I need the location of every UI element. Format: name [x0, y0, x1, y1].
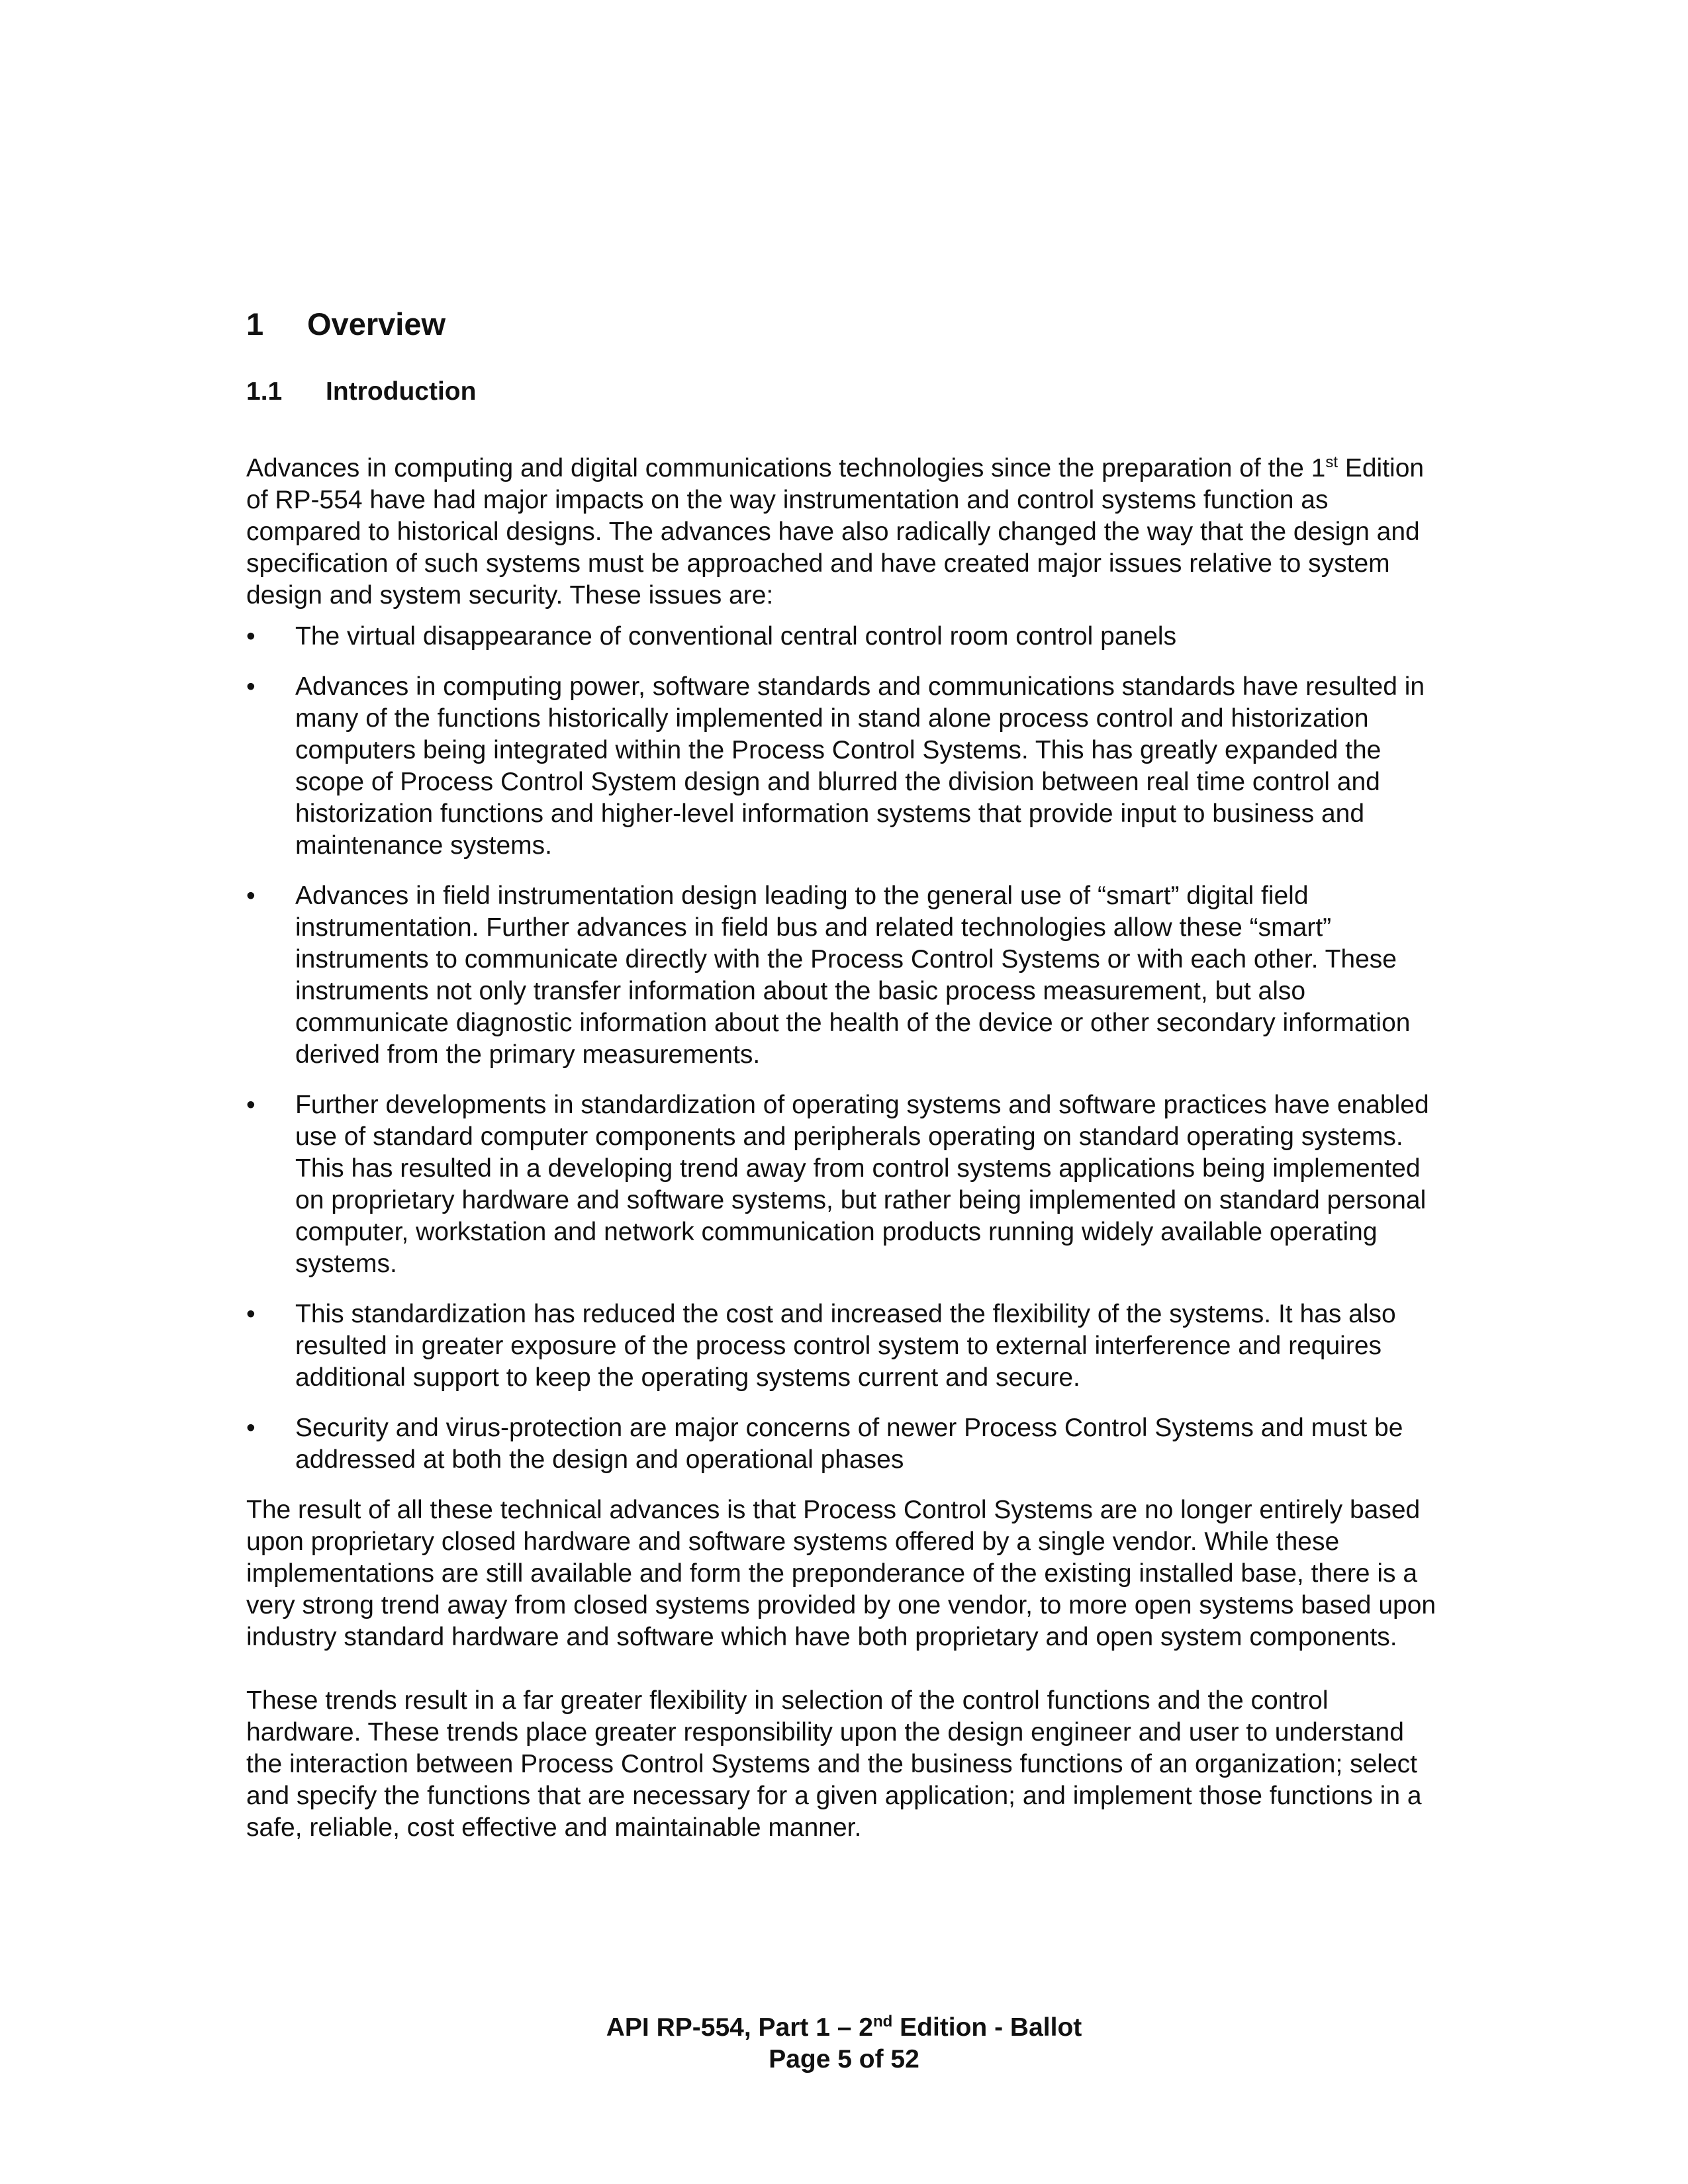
bullet-icon: •: [246, 1091, 256, 1119]
subsection-number: 1.1: [246, 377, 283, 406]
subsection-title: Introduction: [326, 377, 477, 406]
bullet-icon: •: [246, 882, 256, 910]
footer-title-end: Edition - Ballot: [892, 2013, 1082, 2042]
list-item-text: The virtual disappearance of conventional central control room control panels: [295, 622, 1177, 651]
result-paragraph: The result of all these technical advances is that Process Control Systems are no longer entirely based upon proprietary closed hardware and software systems offered by a single vendor. While these implementations are still available and form the preponderance of the existing installed base, there is a very strong trend away from closed systems provided by one vendor, to more open systems based upon industry standard hardware and software which have both proprietary and open system components.: [246, 1496, 1436, 1651]
list-item: [246, 671, 1444, 862]
footer-title-start: API RP-554, Part 1 – 2: [606, 2013, 873, 2042]
intro-paragraph: [246, 453, 1444, 612]
section-number: 1: [246, 306, 264, 341]
bullet-icon: •: [246, 1300, 256, 1328]
intro-superscript: st: [1325, 453, 1338, 471]
page-content: [246, 306, 1444, 1844]
list-item: [246, 1412, 1444, 1476]
intro-text-start: Advances in computing and digital communications technologies since the preparation of the 1: [246, 454, 1326, 482]
list-item-text: Further developments in standardization of operating systems and software practices have enabled use of standard computer components and peripherals operating on standard operating systems. This has resulted in a developing trend away from control systems applications being implemented on proprietary hardware and software systems, but rather being implemented on standard personal computer, workstation and network communication products running widely available operating systems.: [295, 1091, 1429, 1278]
footer-document-title: [0, 2012, 1688, 2044]
issues-list: [246, 621, 1444, 1476]
list-item-text: Advances in computing power, software standards and communications standards have resulted in many of the functions historically implemented in stand alone process control and historization computers being integrated within the Process Control Systems. This has greatly expanded the scope of Process Control System design and blurred the division between real time control and historization functions and higher-level information systems that provide input to business and maintenance systems.: [295, 672, 1425, 860]
subsection-heading: [246, 376, 1444, 408]
bullet-icon: •: [246, 1414, 256, 1442]
list-item-text: This standardization has reduced the cost and increased the flexibility of the systems. It has also resulted in greater exposure of the process control system to external interference and requires additional support to keep the operating systems current and secure.: [295, 1300, 1396, 1392]
list-item: [246, 1089, 1444, 1280]
trends-paragraph: These trends result in a far greater flexibility in selection of the control functions and the control hardware. These trends place greater responsibility upon the design engineer and user to understand the interaction between Process Control Systems and the business functions of an organization; select and specify the functions that are necessary for a given application; and implement those functions in a safe, reliable, cost effective and maintainable manner.: [246, 1686, 1422, 1842]
list-item: [246, 1298, 1444, 1394]
intro-text-end: Edition of RP-554 have had major impacts on the way instrumentation and control systems function as compared to historical designs. The advances have also radically changed the way that the design and specification of such systems must be approached and have created major issues relative to system design and system security. These issues are:: [246, 454, 1425, 610]
list-item: [246, 880, 1444, 1071]
list-item: [246, 621, 1444, 653]
section-title: Overview: [307, 306, 446, 341]
page-footer: [0, 2012, 1688, 2075]
bullet-icon: •: [246, 672, 256, 701]
list-item-text: Advances in field instrumentation design leading to the general use of “smart” digital field instrumentation. Further advances in field bus and related technologies allow these “smart” instruments to communicate directly with the Process Control Systems or with each other. These instruments not only transfer information about the basic process measurement, but also communicate diagnostic information about the health of the device or other secondary information derived from the primary measurements.: [295, 882, 1411, 1069]
footer-superscript: nd: [872, 2013, 893, 2030]
section-heading: [246, 306, 1444, 343]
list-item-text: Security and virus-protection are major concerns of newer Process Control Systems and must be addressed at both the design and operational phases: [295, 1414, 1403, 1474]
bullet-icon: •: [246, 622, 256, 651]
footer-page-number: Page 5 of 52: [769, 2045, 919, 2073]
